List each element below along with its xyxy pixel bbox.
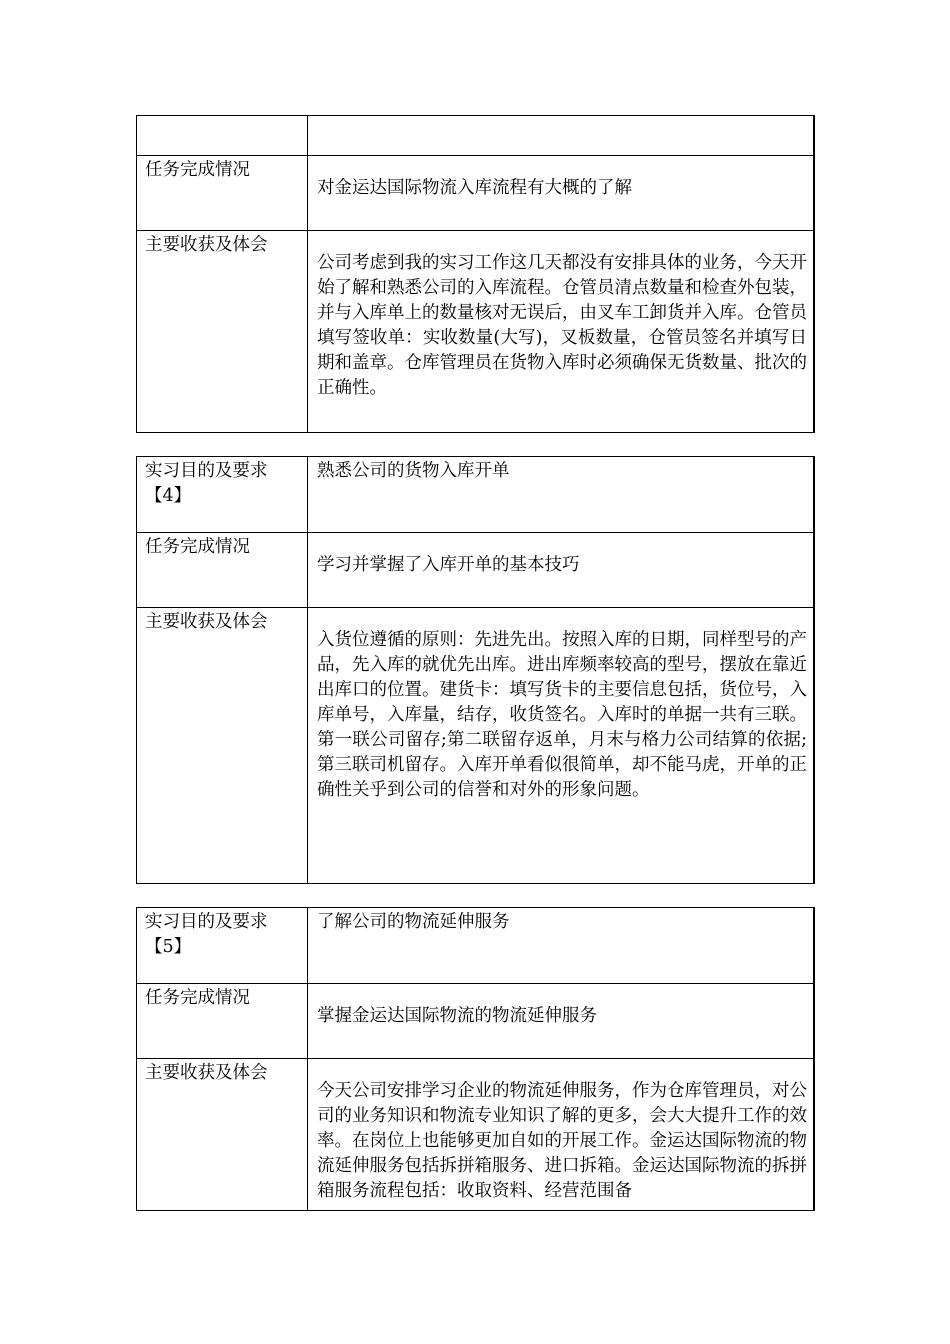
reflection-text [308,608,815,884]
objective-value: 熟悉公司的货物入库开单 [308,457,815,533]
row-label: 任务完成情况 [137,984,308,1059]
reflection-value: 公司考虑到我的实习工作这几天都没有安排具体的业务，今天开始了解和熟悉公司的入库流程。仓管员清点数量和检查外包装，并与入库单上的数量核对无误后，由叉车工卸货并入库。仓管员填写签收单：实收数量(大写)，叉板数量，仓管员签名并填写日期和盖章。仓库管理员在货物入库时必须确保无货数量、批次的正确性。 [317,253,807,398]
task-completion-text [308,156,815,231]
row-label: 主要收获及体会 [137,608,308,884]
task-completion-value: 学习并掌握了入库开单的基本技巧 [317,555,580,575]
table-row [137,231,815,433]
row-label: 主要收获及体会 [137,1059,308,1211]
row-label: 任务完成情况 [137,156,308,231]
task-completion-text [308,533,815,608]
row-content [308,116,815,156]
table-row [137,1059,815,1211]
internship-table-4 [136,456,815,884]
task-completion-value: 对金运达国际物流入库流程有大概的了解 [317,178,632,198]
internship-table-3 [136,115,815,433]
table-row [137,116,815,156]
table-row [137,908,815,984]
task-completion-value: 掌握金运达国际物流的物流延伸服务 [317,1006,597,1026]
row-label: 任务完成情况 [137,533,308,608]
objective-value: 了解公司的物流延伸服务 [308,908,815,984]
table-row [137,457,815,533]
table-row [137,984,815,1059]
table-row [137,608,815,884]
reflection-text [308,231,815,433]
table-row [137,533,815,608]
task-completion-text [308,984,815,1059]
internship-table-5 [136,907,815,1211]
reflection-text [308,1059,815,1211]
row-label [137,116,308,156]
reflection-value: 入货位遵循的原则：先进先出。按照入库的日期，同样型号的产品，先入库的就优先出库。进出库频率较高的型号，摆放在靠近出库口的位置。建货卡：填写货卡的主要信息包括，货位号，入库单号，入库量，结存，收货签名。入库时的单据一共有三联。第一联公司留存;第二联留存返单，月末与格力公司结算的依据;第三联司机留存。入库开单看似很简单，却不能马虎，开单的正确性关乎到公司的信誉和对外的形象问题。 [317,630,807,800]
objective-label: 实习目的及要求【4】 [137,457,308,533]
reflection-value: 今天公司安排学习企业的物流延伸服务，作为仓库管理员，对公司的业务知识和物流专业知识了解的更多，会大大提升工作的效率。在岗位上也能够更加自如的开展工作。金运达国际物流的物流延伸服务包括拆拼箱服务、进口拆箱。金运达国际物流的拆拼箱服务流程包括：收取资料、经营范围备 [317,1081,807,1201]
row-label: 主要收获及体会 [137,231,308,433]
objective-label: 实习目的及要求【5】 [137,908,308,984]
table-row [137,156,815,231]
